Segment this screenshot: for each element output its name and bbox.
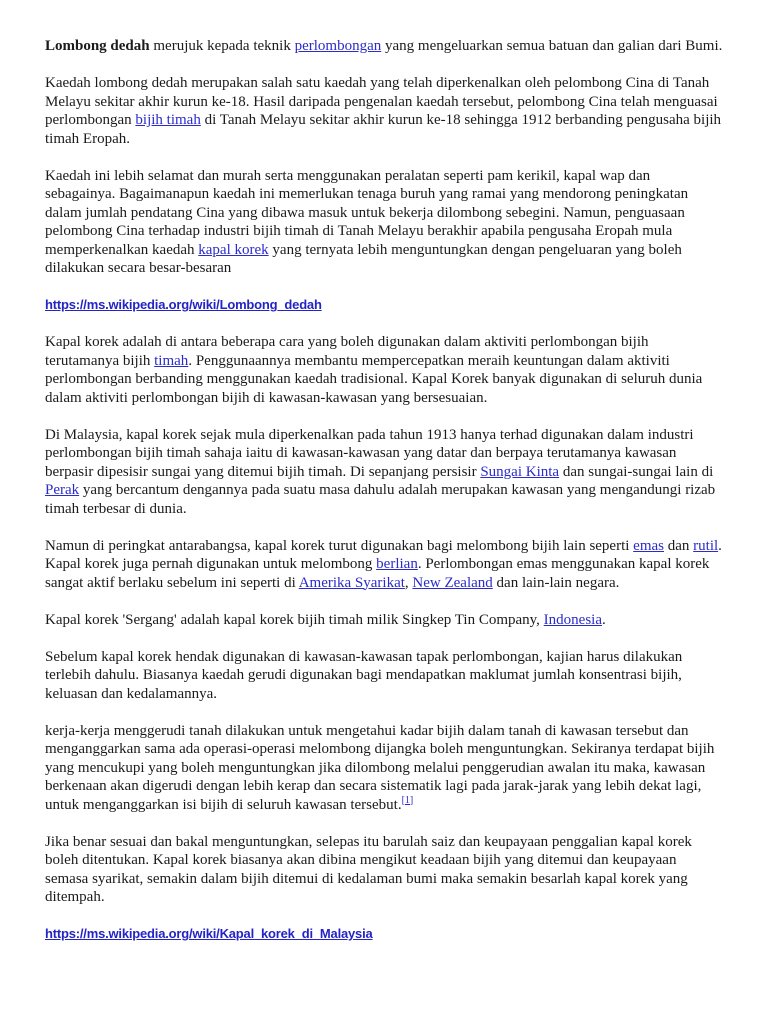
paragraph xyxy=(45,74,723,148)
text-run: Namun di peringkat antarabangsa, kapal korek turut digunakan bagi melombong bijih lain seperti xyxy=(45,537,634,554)
paragraph xyxy=(45,833,723,907)
text-run: Kaedah lombong dedah merupakan salah satu kaedah yang telah diperkenalkan oleh pelombong Cina di Tanah Melayu sekitar akhir kurun ke-18. Hasil daripada pengenalan kaedah tersebut, pelombong Cina telah menguasai perlombongan xyxy=(45,75,718,128)
timah-link[interactable]: timah xyxy=(154,352,189,369)
external-url-line xyxy=(45,296,723,315)
text-run: . xyxy=(602,611,606,628)
text-run: , xyxy=(404,574,413,591)
amerika-syarikat-link[interactable]: Amerika Syarikat xyxy=(298,574,405,591)
text-run: Kaedah ini lebih selamat dan murah serta menggunakan peralatan seperti pam kerikil, kapal wap dan sebagainya. Bagaimanapun kaedah ini memerlukan tenaga buruh yang ramai yang mendorong peningkatan dalam jumlah pendatang Cina yang dibawa masuk untuk bekerja dilombong sebegini. Namun, penguasaan pelombong Cina terhadap industri bijih timah di Tanah Melayu berakhir apabila pengusaha Eropah mula memperkenalkan kaedah xyxy=(45,167,689,258)
berlian-link[interactable]: berlian xyxy=(376,556,418,572)
perlombongan-link[interactable]: perlombongan xyxy=(294,38,382,54)
rutil-link[interactable]: rutil xyxy=(693,537,719,554)
text-run: kerja-kerja menggerudi tanah dilakukan untuk mengetahui kadar bijih dalam tanah di kawasan tersebut dan menganggarkan sama ada operasi-operasi melombong dijangka boleh menguntungkan. Sekiranya terdapat bijih yang mencukupi yang boleh menguntungkan jika dilombong melalui penggerudian awalan itu maka, kawasan berkenaan akan digerudi dengan lebih kerap dan secara sistematik lagi pada jarak-jarak yang lebih dekat lagi, untuk menganggarkan isi bijih di seluruh kawasan tersebut. xyxy=(45,722,715,813)
text-run: di Tanah Melayu sekitar akhir kurun ke-18 sehingga 1912 berbanding pengusaha bijih timah Eropah. xyxy=(45,112,722,147)
text-run: yang mengeluarkan semua batuan dan galian dari Bumi. xyxy=(381,38,723,54)
emas-link[interactable]: emas xyxy=(633,537,664,554)
bijih-timah-link[interactable]: bijih timah xyxy=(135,112,201,128)
new-zealand-link[interactable]: New Zealand xyxy=(412,574,493,591)
text-run: Di Malaysia, kapal korek sejak mula diperkenalkan pada tahun 1913 hanya terhad digunakan dalam industri perlombongan bijih timah sahaja iaitu di kawasan-kawasan yang datar dan berpaya terutamanya kawasan berpasir dipesisir sungai yang ditemui bijih timah. Di sepanjang persisir xyxy=(45,426,694,480)
text-run: dan sungai-sungai lain di xyxy=(559,463,714,480)
external-url-line xyxy=(45,925,723,944)
text-run: yang ternyata lebih menguntungkan dengan pengeluaran yang boleh dilakukan secara besar-besaran xyxy=(45,241,682,276)
text-run: Sebelum kapal korek hendak digunakan di kawasan-kawasan tapak perlombongan, kajian harus dilakukan terlebih dahulu. Biasanya kaedah gerudi digunakan bagi mendapatkan maklumat jumlah konsentrasi bijih, keluasan dan kedalamannya. xyxy=(45,648,683,702)
text-run: Kapal korek 'Sergang' adalah kapal korek bijih timah milik Singkep Tin Company, xyxy=(45,611,544,628)
footnote-1-link[interactable]: [1] xyxy=(401,794,414,806)
lombong-dedah-url-link[interactable]: https://ms.wikipedia.org/wiki/Lombong_dedah xyxy=(45,297,322,312)
paragraph xyxy=(45,611,723,630)
lead-term: Lombong dedah xyxy=(45,38,150,54)
paragraph xyxy=(45,537,723,593)
sungai-kinta-link[interactable]: Sungai Kinta xyxy=(480,463,560,480)
paragraph xyxy=(45,333,723,407)
text-run: yang bercantum dengannya pada suatu masa dahulu adalah merupakan kawasan yang mengandungi rizab timah terbesar di dunia. xyxy=(45,482,716,517)
paragraph xyxy=(45,648,723,704)
paragraph xyxy=(45,37,723,56)
text-run: . Perlombongan emas menggunakan kapal korek sangat aktif berlaku sebelum ini seperti di xyxy=(45,556,710,591)
paragraph xyxy=(45,167,723,278)
kapal-korek-link[interactable]: kapal korek xyxy=(198,241,269,258)
text-run: merujuk kepada teknik xyxy=(149,38,295,54)
text-run: dan lain-lain negara. xyxy=(492,574,620,591)
text-run: Jika benar sesuai dan bakal menguntungkan, selepas itu barulah saiz dan keupayaan penggalian kapal korek boleh ditentukan. Kapal korek biasanya akan dibina mengikut keadaan bijih yang ditemui dan keupayaan semasa syarikat, semakin dalam bijih ditemui di kedalaman bumi maka semakin besarlah kapal korek yang ditempah. xyxy=(45,833,692,905)
text-run: . Kapal korek juga pernah digunakan untuk melombong xyxy=(45,537,722,572)
indonesia-link[interactable]: Indonesia xyxy=(543,611,602,628)
text-run: dan xyxy=(664,537,694,554)
paragraph xyxy=(45,426,723,519)
document-body xyxy=(45,37,723,944)
perak-link[interactable]: Perak xyxy=(45,482,80,498)
paragraph xyxy=(45,722,723,815)
text-run: . Penggunaannya membantu mempercepatkan meraih keuntungan dalam aktiviti perlombongan berbanding menggunakan kaedah tradisional. Kapal Korek banyak digunakan di seluruh dunia dalam aktiviti perlombongan bijih di kawasan-kawasan yang bersesuaian. xyxy=(45,352,703,406)
text-run: Kapal korek adalah di antara beberapa cara yang boleh digunakan dalam aktiviti perlombongan bijih terutamanya bijih xyxy=(45,334,649,369)
kapal-korek-malaysia-url-link[interactable]: https://ms.wikipedia.org/wiki/Kapal_korek_di_Malaysia xyxy=(45,926,373,941)
footnote-reference xyxy=(402,795,414,806)
